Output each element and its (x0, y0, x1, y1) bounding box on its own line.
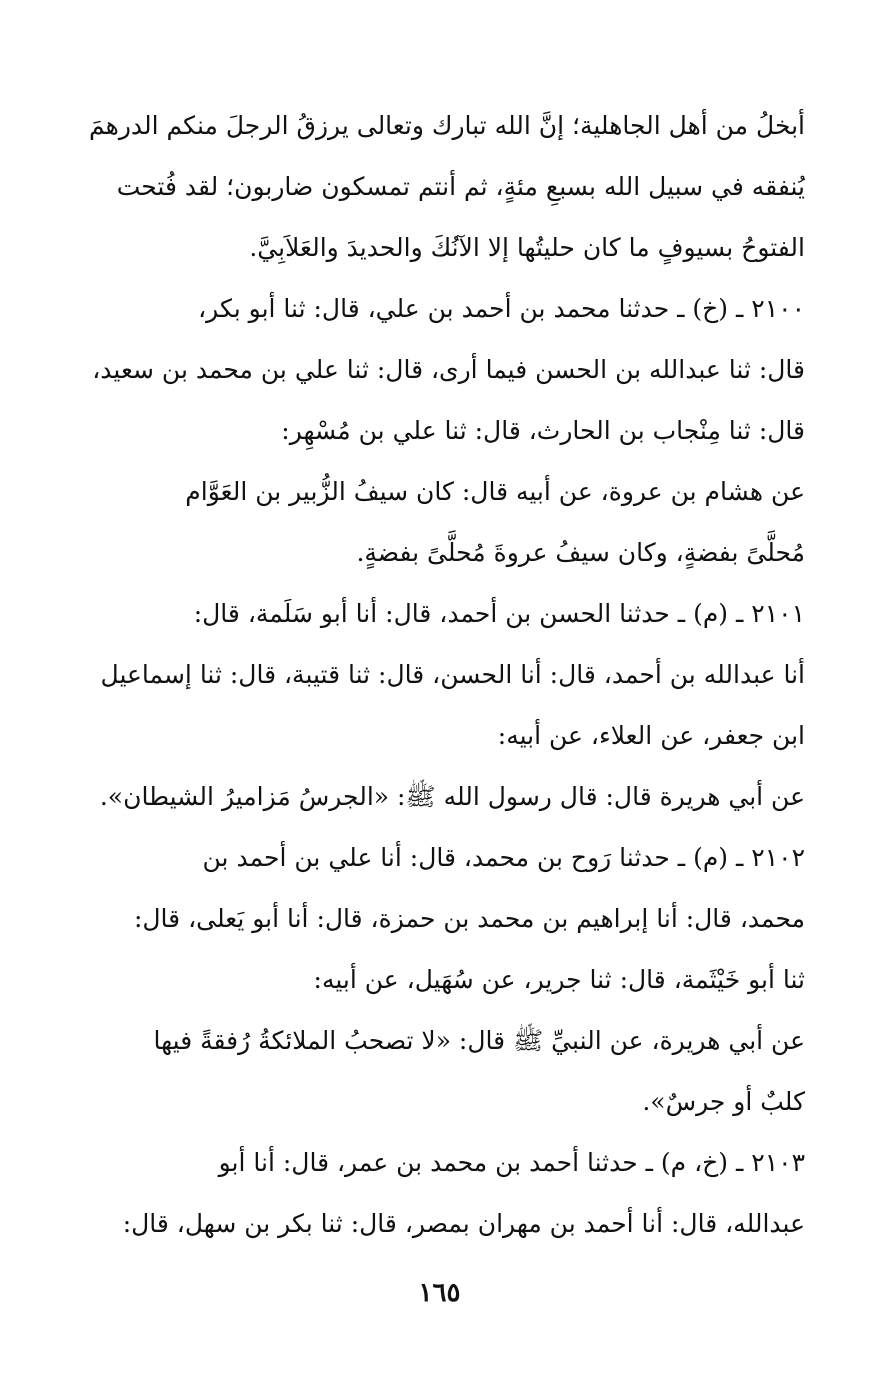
page-number: ١٦٥ (418, 1278, 461, 1308)
hadith-text-line: كلبٌ أو جرسٌ». (642, 1087, 805, 1116)
hadith-text-line: عن هشام بن عروة، عن أبيه قال: كان سيفُ الزُّبير بن العَوَّام (185, 477, 805, 506)
hadith-header-line: ٢١٠٣ ـ (خ، م) ـ حدثنا أحمد بن محمد بن عمر، قال: أنا أبو (218, 1148, 805, 1177)
text-line: أبخلُ من أهل الجاهلية؛ إنَّ الله تبارك وتعالى يرزقُ الرجلَ منكم الدرهمَ (89, 111, 805, 140)
text-line: أنا عبدالله بن أحمد، قال: أنا الحسن، قال: ثنا قتيبة، قال: ثنا إسماعيل (100, 660, 805, 689)
text-line: قال: ثنا مِنْجاب بن الحارث، قال: ثنا علي بن مُسْهِر: (281, 416, 805, 445)
hadith-text-line: مُحلَّىً بفضةٍ، وكان سيفُ عروةَ مُحلَّىً بفضةٍ. (356, 538, 805, 567)
hadith-header-line: ٢١٠١ ـ (م) ـ حدثنا الحسن بن أحمد، قال: أنا أبو سَلَمة، قال: (193, 599, 805, 628)
hadith-header-line: ٢١٠٠ ـ (خ) ـ حدثنا محمد بن أحمد بن علي، قال: ثنا أبو بكر، (198, 294, 805, 323)
text-line: عبدالله، قال: أنا أحمد بن مهران بمصر، قال: ثنا بكر بن سهل، قال: (122, 1209, 805, 1238)
text-line: ثنا أبو خَيْثَمة، قال: ثنا جرير، عن سُهَيل، عن أبيه: (313, 965, 805, 994)
hadith-header-line: ٢١٠٢ ـ (م) ـ حدثنا رَوح بن محمد، قال: أنا علي بن أحمد بن (202, 843, 805, 872)
hadith-text-line: عن أبي هريرة، عن النبيِّ ﷺ قال: «لا تصحبُ الملائكةُ رُفقةً فيها (153, 1026, 805, 1055)
text-line: قال: ثنا عبدالله بن الحسن فيما أرى، قال: ثنا علي بن محمد بن سعيد، (92, 355, 805, 384)
hadith-text-line: عن أبي هريرة قال: قال رسول الله ﷺ: «الجرسُ مَزاميرُ الشيطان». (99, 782, 805, 811)
text-line: الفتوحُ بسيوفٍ ما كان حليتُها إلا الآنُكَ والحديدَ والعَلاَبِيَّ. (249, 233, 805, 262)
text-line: ابن جعفر، عن العلاء، عن أبيه: (497, 721, 805, 750)
text-line: يُنفقه في سبيل الله بسبعِ مئةٍ، ثم أنتم تمسكون ضاربون؛ لقد فُتحت (116, 172, 805, 201)
text-body (85, 95, 805, 1254)
text-line: محمد، قال: أنا إبراهيم بن محمد بن حمزة، قال: أنا أبو يَعلى، قال: (133, 904, 805, 933)
